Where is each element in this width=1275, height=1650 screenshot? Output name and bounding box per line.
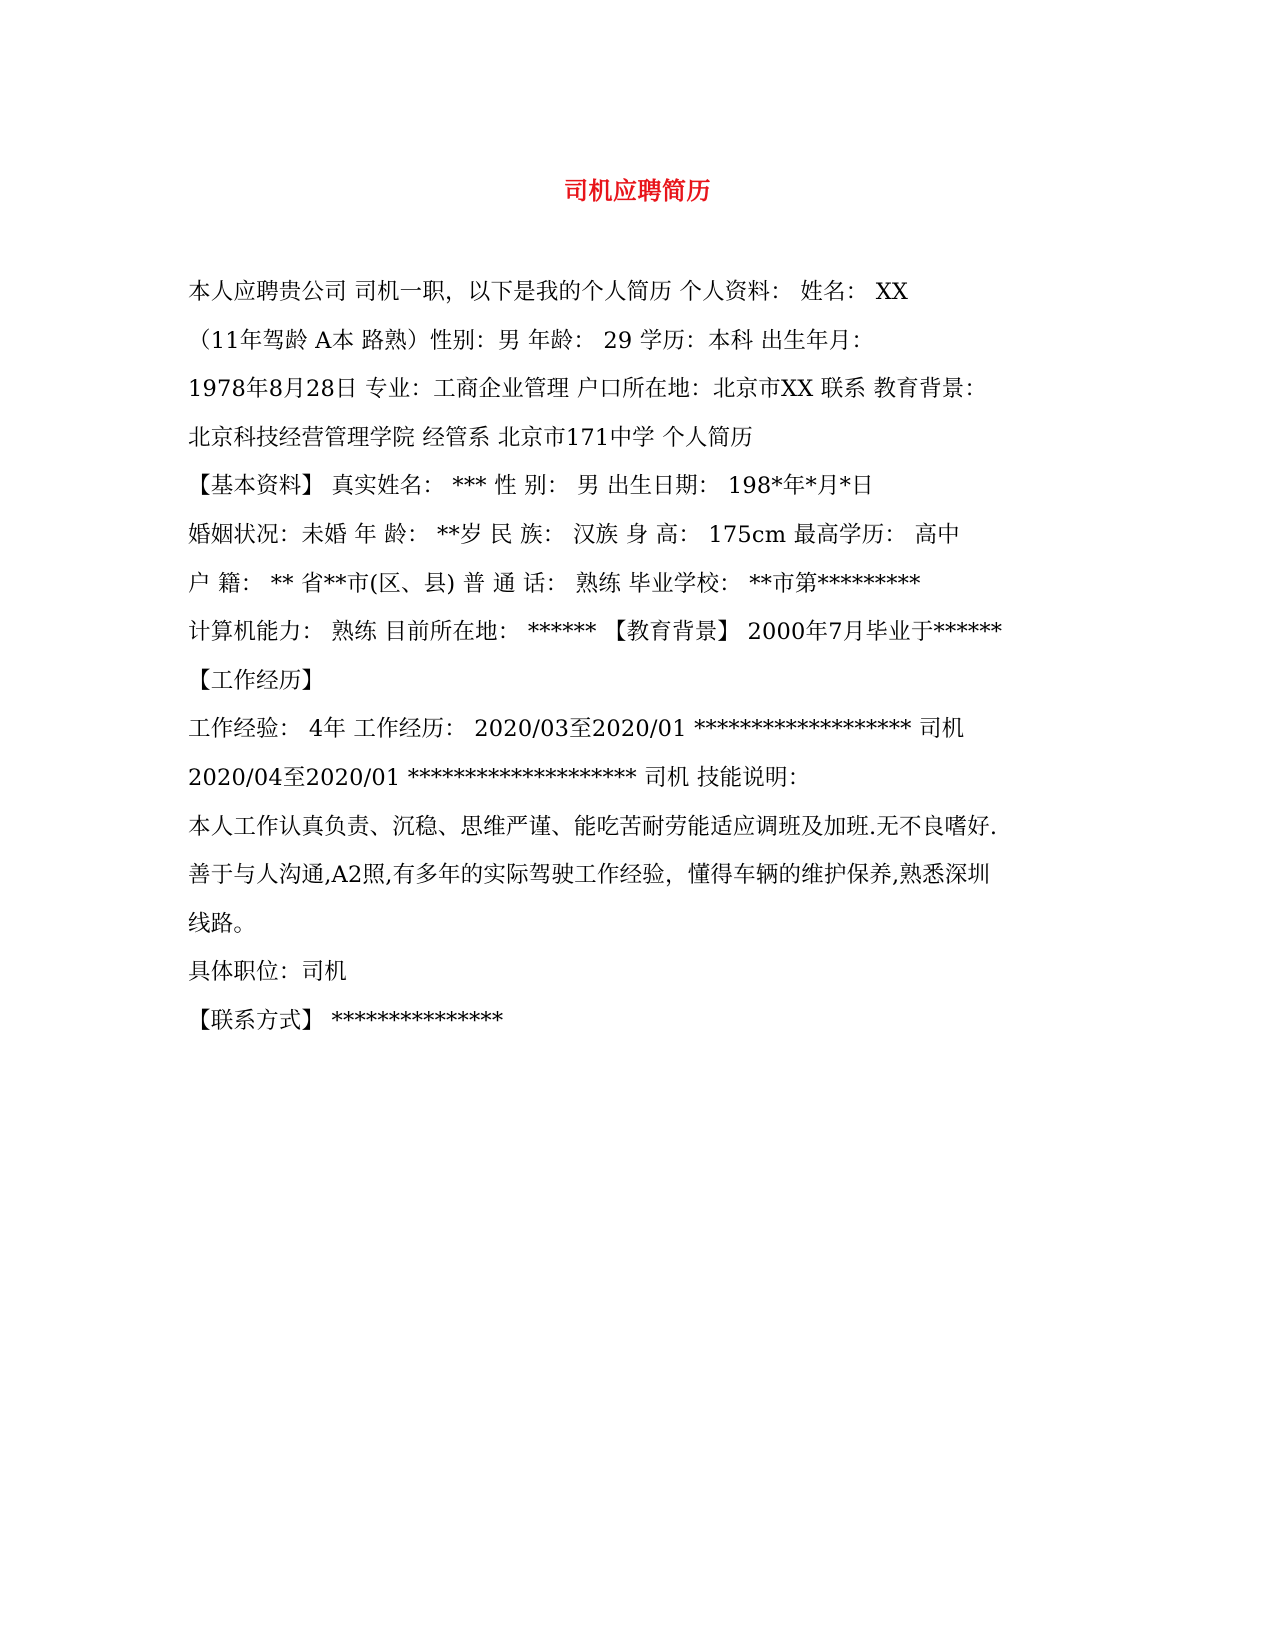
basic-info-line: 【基本资料】 真实姓名： *** 性 别： 男 出生日期： 198*年*月*日	[188, 473, 874, 500]
skills-description-line-2: 善于与人沟通,A2照,有多年的实际驾驶工作经验，懂得车辆的维护保养,熟悉深圳	[188, 862, 991, 889]
education-schools-line: 北京科技经营管理学院 经管系 北京市171中学 个人简历	[188, 424, 754, 451]
work-history-heading: 【工作经历】	[188, 667, 325, 694]
contact-line: 【联系方式】 ***************	[188, 1007, 504, 1034]
page-title: 司机应聘简历	[564, 176, 711, 205]
resume-body	[188, 268, 1108, 1046]
skills-description-line-3: 线路。	[188, 910, 257, 937]
position-line: 具体职位：司机	[188, 959, 347, 986]
household-line: 户 籍： ** 省**市(区、县) 普 通 话： 熟练 毕业学校： **市第*********	[188, 570, 921, 597]
skills-description-line: 本人工作认真负责、沉稳、思维严谨、能吃苦耐劳能适应调班及加班.无不良嗜好.	[188, 813, 998, 840]
marital-status-line: 婚姻状况：未婚 年 龄： **岁 民 族： 汉族 身 高： 175cm 最高学历： 高中	[188, 521, 960, 548]
work-experience-line-2: 2020/04至2020/01 ******************** 司机 技能说明：	[188, 764, 811, 791]
intro-line: 本人应聘贵公司 司机一职，以下是我的个人简历 个人资料： 姓名： XX	[188, 279, 909, 305]
birth-major-line: 1978年8月28日 专业：工商企业管理 户口所在地：北京市XX 联系 教育背景：	[188, 376, 988, 403]
personal-info-line: （11年驾龄 A本 路熟）性别：男 年龄： 29 学历：本科 出生年月：	[188, 327, 875, 354]
computer-skills-line: 计算机能力： 熟练 目前所在地： ****** 【教育背景】 2000年7月毕业于******	[188, 619, 1003, 646]
work-experience-line: 工作经验： 4年 工作经历： 2020/03至2020/01 ******************* 司机	[188, 716, 965, 743]
